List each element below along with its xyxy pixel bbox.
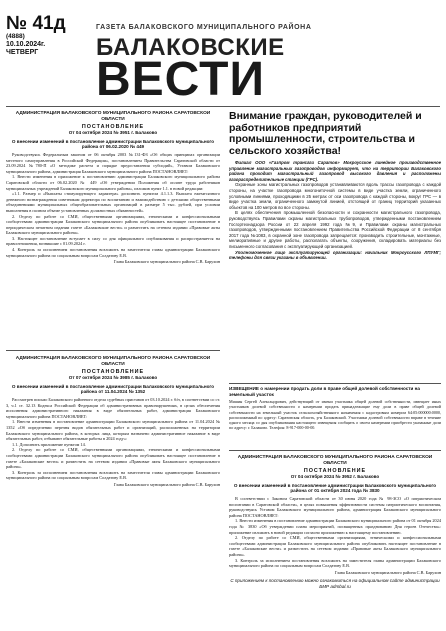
article-paragraph: 1. Внести изменения в постановление администрации Балаковского муниципального района от 01 октября 2024 года № 3830 «Об утверждении плана мероприятий, посвященных празднованию Дня героев Отечества»: приложение изложить в новой редакции согласно приложению к настоящему постановлению. (229, 518, 441, 535)
article-date: От 04 октября 2024 № 3952 г. Балаково (290, 474, 380, 480)
article-signature: Глава Балаковского муниципального района С.В. Барухин (113, 481, 220, 487)
article-paragraph: Руководствуясь Федеральным законом от 06 октября 2003 №131-ФЗ «Об общих принципах организации местного самоуправления в Российской Федерации», постановлением Правительства Саратовской области от 23.09.2024 №780-П «О методике расчета и порядке предоставления субсидий», Уставом Балаковского муниципального района, администрация Балаковского муниципального района ПОСТАНОВЛЯЕТ: (6, 151, 220, 174)
notice-title: Внимание граждан, руководителей и работников предприятий промышленности, строительства и сельского хозяйства! (229, 111, 422, 157)
newspaper-logo (96, 34, 436, 106)
article-signature: Глава Балаковского муниципального района С.В. Барухин (334, 569, 441, 575)
article-org: АДМИНИСТРАЦИЯ БАЛАКОВСКОГО МУНИЦИПАЛЬНОГО РАЙОНА САРАТОВСКОЙ ОБЛАСТИ (15, 356, 211, 367)
article-paragraph: 1.1. Дополнить приложение пунктом 14. (12, 441, 86, 447)
article-subject: О внесении изменений в постановление администрации Балаковского муниципального района от 06.02.2020 № 449 (11, 138, 215, 150)
notice-paragraph: Уполномоченное лицо эксплуатирующей организации: начальник Мокроусского ЛПУМГ; телефоны для связи указаны в объявлении. (229, 249, 441, 261)
article-subject: О внесении изменений в постановление администрации Балаковского муниципального района от 01 октября 2024 года № 3830 (233, 482, 437, 494)
article-resolution-3952 (229, 455, 441, 626)
article-title: ПОСТАНОВЛЕНИЕ (303, 467, 367, 474)
article-title: ПОСТАНОВЛЕНИЕ (81, 123, 145, 130)
notice-body (229, 160, 441, 261)
tagline: ГАЗЕТА БАЛАКОВСКОГО МУНИЦИПАЛЬНОГО РАЙОНА (96, 24, 312, 31)
article-paragraph: 3. Контроль за исполнением постановления возложить на заместителя главы администрации Балаковского муниципального района по социальным вопросам Солдатову Е.В. (6, 469, 220, 481)
divider (229, 383, 441, 384)
logo-line-1: БАЛАКОВСКИЕ (96, 34, 285, 61)
divider (229, 450, 441, 451)
article-paragraph: 2. Отделу по работе со СМИ, общественными организациями, этническими и конфессиональными сообществами администрации Балаковского муниципального района опубликовать настоящее постановление в периодическом печатном издании газете «Балаковские вести» и разместить на сетевом издании «Правовые акты Балаковского муниципального района». (6, 213, 220, 236)
masthead-divider (6, 106, 440, 107)
article-paragraph: В соответствии с Законом Саратовской области от 30 июня 2020 года № 98-ЗСО «О патриотическом воспитании в Саратовской области», в целях повышения эффективности системы патриотического воспитания, руководствуясь Уставом Балаковского муниципального района, администрация Балаковского муниципального района ПОСТАНОВЛЯЕТ: (229, 495, 441, 518)
article-paragraph: 2. Отделу по работе со СМИ, общественными организациями, этническими и конфессиональными сообществами администрации Балаковского муниципального района опубликовать настоящее постановление в газете «Балаковские вести» и разместить на сетевом издании «Правовые акты Балаковского муниципального района». (6, 447, 220, 470)
article-paragraph: «1.1. Размер и «Выплаты стимулирующего характера» дополнить пунктом 4.1.1.3. Выплата ежемесячного денежного вознаграждения советникам директора по воспитанию и взаимодействию с детскими общественными объединениями муниципальных общеобразовательных организаций в размере 5 тыс. рублей, при условии выполнения в полном объеме установленных должностных обязанностей». (6, 191, 220, 213)
article-body (6, 152, 220, 258)
article-footer-note: С приложением к постановлению можно ознакомиться на официальном сайте администрации БМР admbal.ru (230, 578, 440, 589)
issue-weekday: ЧЕТВЕРГ (6, 49, 39, 56)
logo-line-2: ВЕСТИ (96, 53, 265, 106)
article-body (229, 496, 441, 569)
masthead (0, 0, 446, 108)
notice-paragraph: Филиал ООО «Газпром трансгаз Саратов» Мокроусское линейное производственное управление магистральных газопроводов информирует, что на территории Балаковского района проходит магистральный газопровод высокого давления и расположены газораспределительные станции (ГРС). (229, 160, 441, 182)
article-body (6, 397, 220, 481)
article-date: От 07 октября 2024 № 3985 г. Балаково (68, 375, 158, 381)
article-paragraph: 1. Внести изменения в постановление администрации Балаковского муниципального района от 11.04.2024 № 1352 «Об определении перечня видов обязательных работ и организаций, расположенных на территории Балаковского муниципального района, в которых лица, которым назначено административное наказание в виде обязательных работ, отбывают обязательные работы в 2024 году»: (6, 419, 220, 442)
article-date: От 04 октября 2024 № 3951 г. Балаково (68, 130, 158, 136)
issue-total: (4888) (6, 33, 25, 40)
issue-date: 10.10.2024г. (6, 41, 46, 48)
article-land-share-notice (229, 386, 441, 446)
article-signature: Глава Балаковского муниципального района С.В. Барухин (113, 259, 220, 265)
article-paragraph: Рассмотрев письмо Балаковского районного отдела судебных приставов от 03.10.2024 г. б/н, в соответствии со ст. 3, ч.1 ст. 32.13 Кодекса Российской Федерации об административных правонарушениях, в целях обеспечения исполнения административного наказания в виде обязательных работ, администрация Балаковского муниципального района ПОСТАНОВЛЯЕТ: (6, 396, 220, 419)
issue-block (6, 14, 84, 57)
article-resolution-3985 (6, 356, 220, 626)
article-gas-pipeline-notice (229, 111, 441, 381)
notice-paragraph: Охранные зоны магистральных газопроводов устанавливаются вдоль трассы газопровода с каждой стороны, на участке газопровода многониточной системы в виде участка земли, ограниченного условными линиями, проходящими в 25 метрах от оси газопровода с каждой стороны, вокруг ГРС — в виде участка земли, ограниченного замкнутой линией, отстоящей от границ территорий указанных объектов на 100 метров во все стороны. (229, 182, 441, 210)
article-paragraph: 4. Контроль за исполнением постановления возложить на заместителя главы администрации Балаковского муниципального района по социальным вопросам Солдатову Е.В. (6, 247, 220, 258)
article-paragraph: 2. Отделу по работе со СМИ, общественными организациями, этническими и конфессиональными сообществами администрации Балаковского муниципального района опубликовать настоящее постановление в газете «Балаковские вести» и разместить на сетевом издании «Правовые акты Балаковского муниципального района». (229, 535, 441, 557)
issue-number: № 41д (6, 13, 66, 34)
notice-text: Мишин Сергей Александрович, действующий от имени участника общей долевой собственности, извещает иных участников долевой собственности о намерении продать принадлежащие ему доли в праве общей долевой собственности на земельный участок сельскохозяйственного назначения с кадастровым номером 64:05:000000:0000, расположенный по адресу: Саратовская область, р-н Балаковский. Участники долевой собственности вправе в течение одного месяца со дня опубликования настоящего извещения сообщить о своем намерении приобрести указанные доли по адресу: г. Балаково. Телефон: 8-917-000-00-00. (229, 399, 441, 431)
notice-title: ИЗВЕЩЕНИЕ о намерении продать доли в праве общей долевой собственности на земельный участок (229, 386, 420, 397)
article-resolution-3951 (6, 111, 220, 341)
divider (6, 350, 220, 351)
article-paragraph: 1. Внести изменения в приложение к постановлению администрации Балаковского муниципального района Саратовской области от 06.02.2020 № 449 «Об утверждении Положения об оплате труда работников муниципальных учреждений Балаковского муниципального района», изложив пункт 1.1. в новой редакции: (6, 174, 220, 191)
article-org: АДМИНИСТРАЦИЯ БАЛАКОВСКОГО МУНИЦИПАЛЬНОГО РАЙОНА САРАТОВСКОЙ ОБЛАСТИ (237, 455, 433, 466)
article-paragraph: 3. Контроль за исполнением постановления возложить на заместителя главы администрации Балаковского муниципального района по социальным вопросам Солдатову Е.В. (229, 557, 441, 569)
article-paragraph: 3. Настоящее постановление вступает в силу со дня официального опубликования и распространяется на правоотношения, возникшие с 01.09.2024 г. (6, 235, 220, 247)
article-org: АДМИНИСТРАЦИЯ БАЛАКОВСКОГО МУНИЦИПАЛЬНОГО РАЙОНА САРАТОВСКОЙ ОБЛАСТИ (15, 111, 211, 122)
article-subject: О внесении изменений в постановление администрации Балаковского муниципального района от 11.04.2024 № 1352 (11, 383, 215, 395)
notice-paragraph: В целях обеспечения промышленной безопасности и сохранности магистрального газопровода, руководствуясь Правилами охраны магистральных трубопроводов, утвержденными постановлением Госгортехнадзора России от 22 апреля 1992 года №9, и Правилами охраны магистральных газопроводов, утвержденными постановлением Правительства Российской Федерации от 8 сентября 2017 года №1083, в охранной зоне газопровода запрещается: производить строительные, монтажные, мелиоративные и другие работы, располагать объекты, сооружения, складировать материалы без письменного согласования с эксплуатирующей организацией. (229, 210, 441, 249)
article-title: ПОСТАНОВЛЕНИЕ (81, 368, 145, 375)
